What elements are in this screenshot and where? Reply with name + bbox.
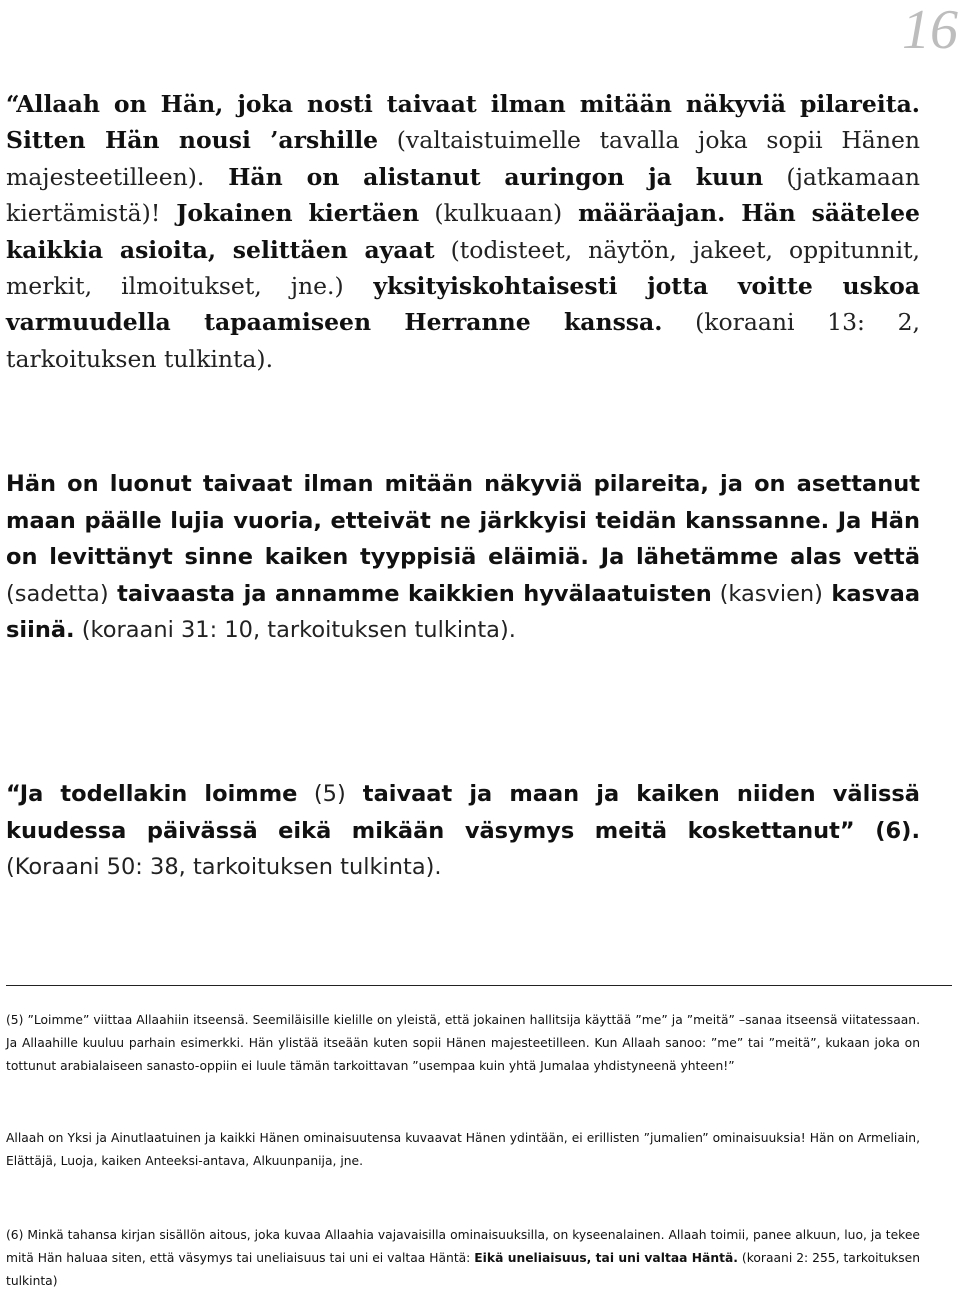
quran-paragraph-3 bbox=[6, 776, 920, 886]
footnote-6 bbox=[6, 1224, 920, 1293]
p1-text-8: (todisteet, näytön, jakeet, oppitunnit, merkit, ilmoitukset, jne.) bbox=[6, 235, 920, 301]
footnote-continuation: Allaah on Yksi ja Ainutlaatuinen ja kaikki Hänen ominaisuutensa kuvaavat Hänen ydintään, ei erillisten ”jumalien” ominaisuuksia! Hän on Armeliain, Elättäjä, Luoja, kaiken Anteeksi-antava, Alkuunpanija, jne. bbox=[6, 1131, 920, 1168]
footnote-5: (5) ”Loimme” viittaa Allaahiin itseensä. Seemiläisille kielille on yleistä, että jokainen hallitsija käyttää ”me” ja ”meitä” –sanaa itseensä viitatessaan. Ja Allaahille kuuluu parhain esimerkki. Hän ylistää itseään kuten sopii Hänen majesteetilleen. Kun Allaah sanoo: ”me” tai ”meitä”, kukaan joka on tottunut arabialaiseen sanasto-oppiin ei luule tämän tarkoittavan ”usempaa kuin yhtä Jumalaa yhdistyneenä yhteen!” bbox=[6, 1013, 920, 1073]
quran-paragraph-1 bbox=[6, 86, 920, 377]
p3-text-1: “Ja todellakin loimme bbox=[6, 781, 298, 807]
p1-text-9: yksityiskohtaisesti jotta voitte uskoa varmuudella tapaamiseen Herranne kanssa. bbox=[6, 272, 920, 337]
p1-text-6: (kulkuaan) bbox=[419, 199, 563, 228]
p2-text-3: taivaasta ja annamme kaikkien hyvälaatuisten bbox=[108, 580, 712, 607]
p1-text-7: määräajan. Hän säätelee kaikkia asioita, selittäen ayaat bbox=[6, 199, 920, 264]
p1-citation: (koraani 13: 2, tarkoituksen tulkinta). bbox=[6, 308, 920, 373]
page-number: 16 bbox=[902, 0, 958, 61]
fn6-citation: (koraani 2: 255, tarkoituksen tulkinta) bbox=[6, 1251, 921, 1288]
fn6-quote: Eikä uneliaisuus, tai uni valtaa Häntä. bbox=[474, 1251, 738, 1265]
p2-text-4: (kasvien) bbox=[711, 580, 823, 607]
p2-citation: (koraani 31: 10, tarkoituksen tulkinta). bbox=[74, 617, 516, 643]
p2-text-5: kasvaa siinä. bbox=[6, 580, 921, 643]
p2-text-2: (sadetta) bbox=[6, 580, 109, 607]
p1-text-5: Jokainen kiertäen bbox=[160, 199, 420, 228]
footnote-divider bbox=[6, 985, 952, 986]
p2-text-1: Hän on luonut taivaat ilman mitään näkyviä pilareita, ja on asettanut maan päälle lujia vuoria, etteivät ne järkkyisi teidän kanssanne. Ja Hän on levittänyt sinne kaiken tyyppisiä eläimiä. Ja lähetämme alas vettä bbox=[6, 471, 920, 570]
p1-text-2: (valtaistuimelle tavalla joka sopii Hänen majesteetilleen). bbox=[6, 126, 920, 191]
quran-paragraph-2 bbox=[6, 466, 920, 649]
p3-text-3: taivaat ja maan ja kaiken niiden välissä kuudessa päivässä eikä mikään väsymys meitä koskettanut” (6). bbox=[6, 781, 920, 844]
p3-footnote-ref: (5) bbox=[297, 781, 346, 807]
p1-text-4: (jatkamaan kiertämistä)! bbox=[6, 162, 921, 228]
p1-text-3: Hän on alistanut auringon ja kuun bbox=[204, 162, 764, 191]
p1-text-1: “Allaah on Hän, joka nosti taivaat ilman mitään näkyviä pilareita. Sitten Hän nousi ’arshille bbox=[6, 90, 920, 155]
fn6-text-1: (6) Minkä tahansa kirjan sisällön aitous, joka kuvaa Allaahia vajavaisilla ominaisuuksilla, on kyseenalainen. Allaah toimii, panee alkuun, luo, ja tekee mitä Hän haluaa siten, että väsymys tai uneliaisuus tai uni ei valtaa Häntä: bbox=[6, 1228, 920, 1265]
p3-citation: (Koraani 50: 38, tarkoituksen tulkinta). bbox=[6, 854, 442, 880]
